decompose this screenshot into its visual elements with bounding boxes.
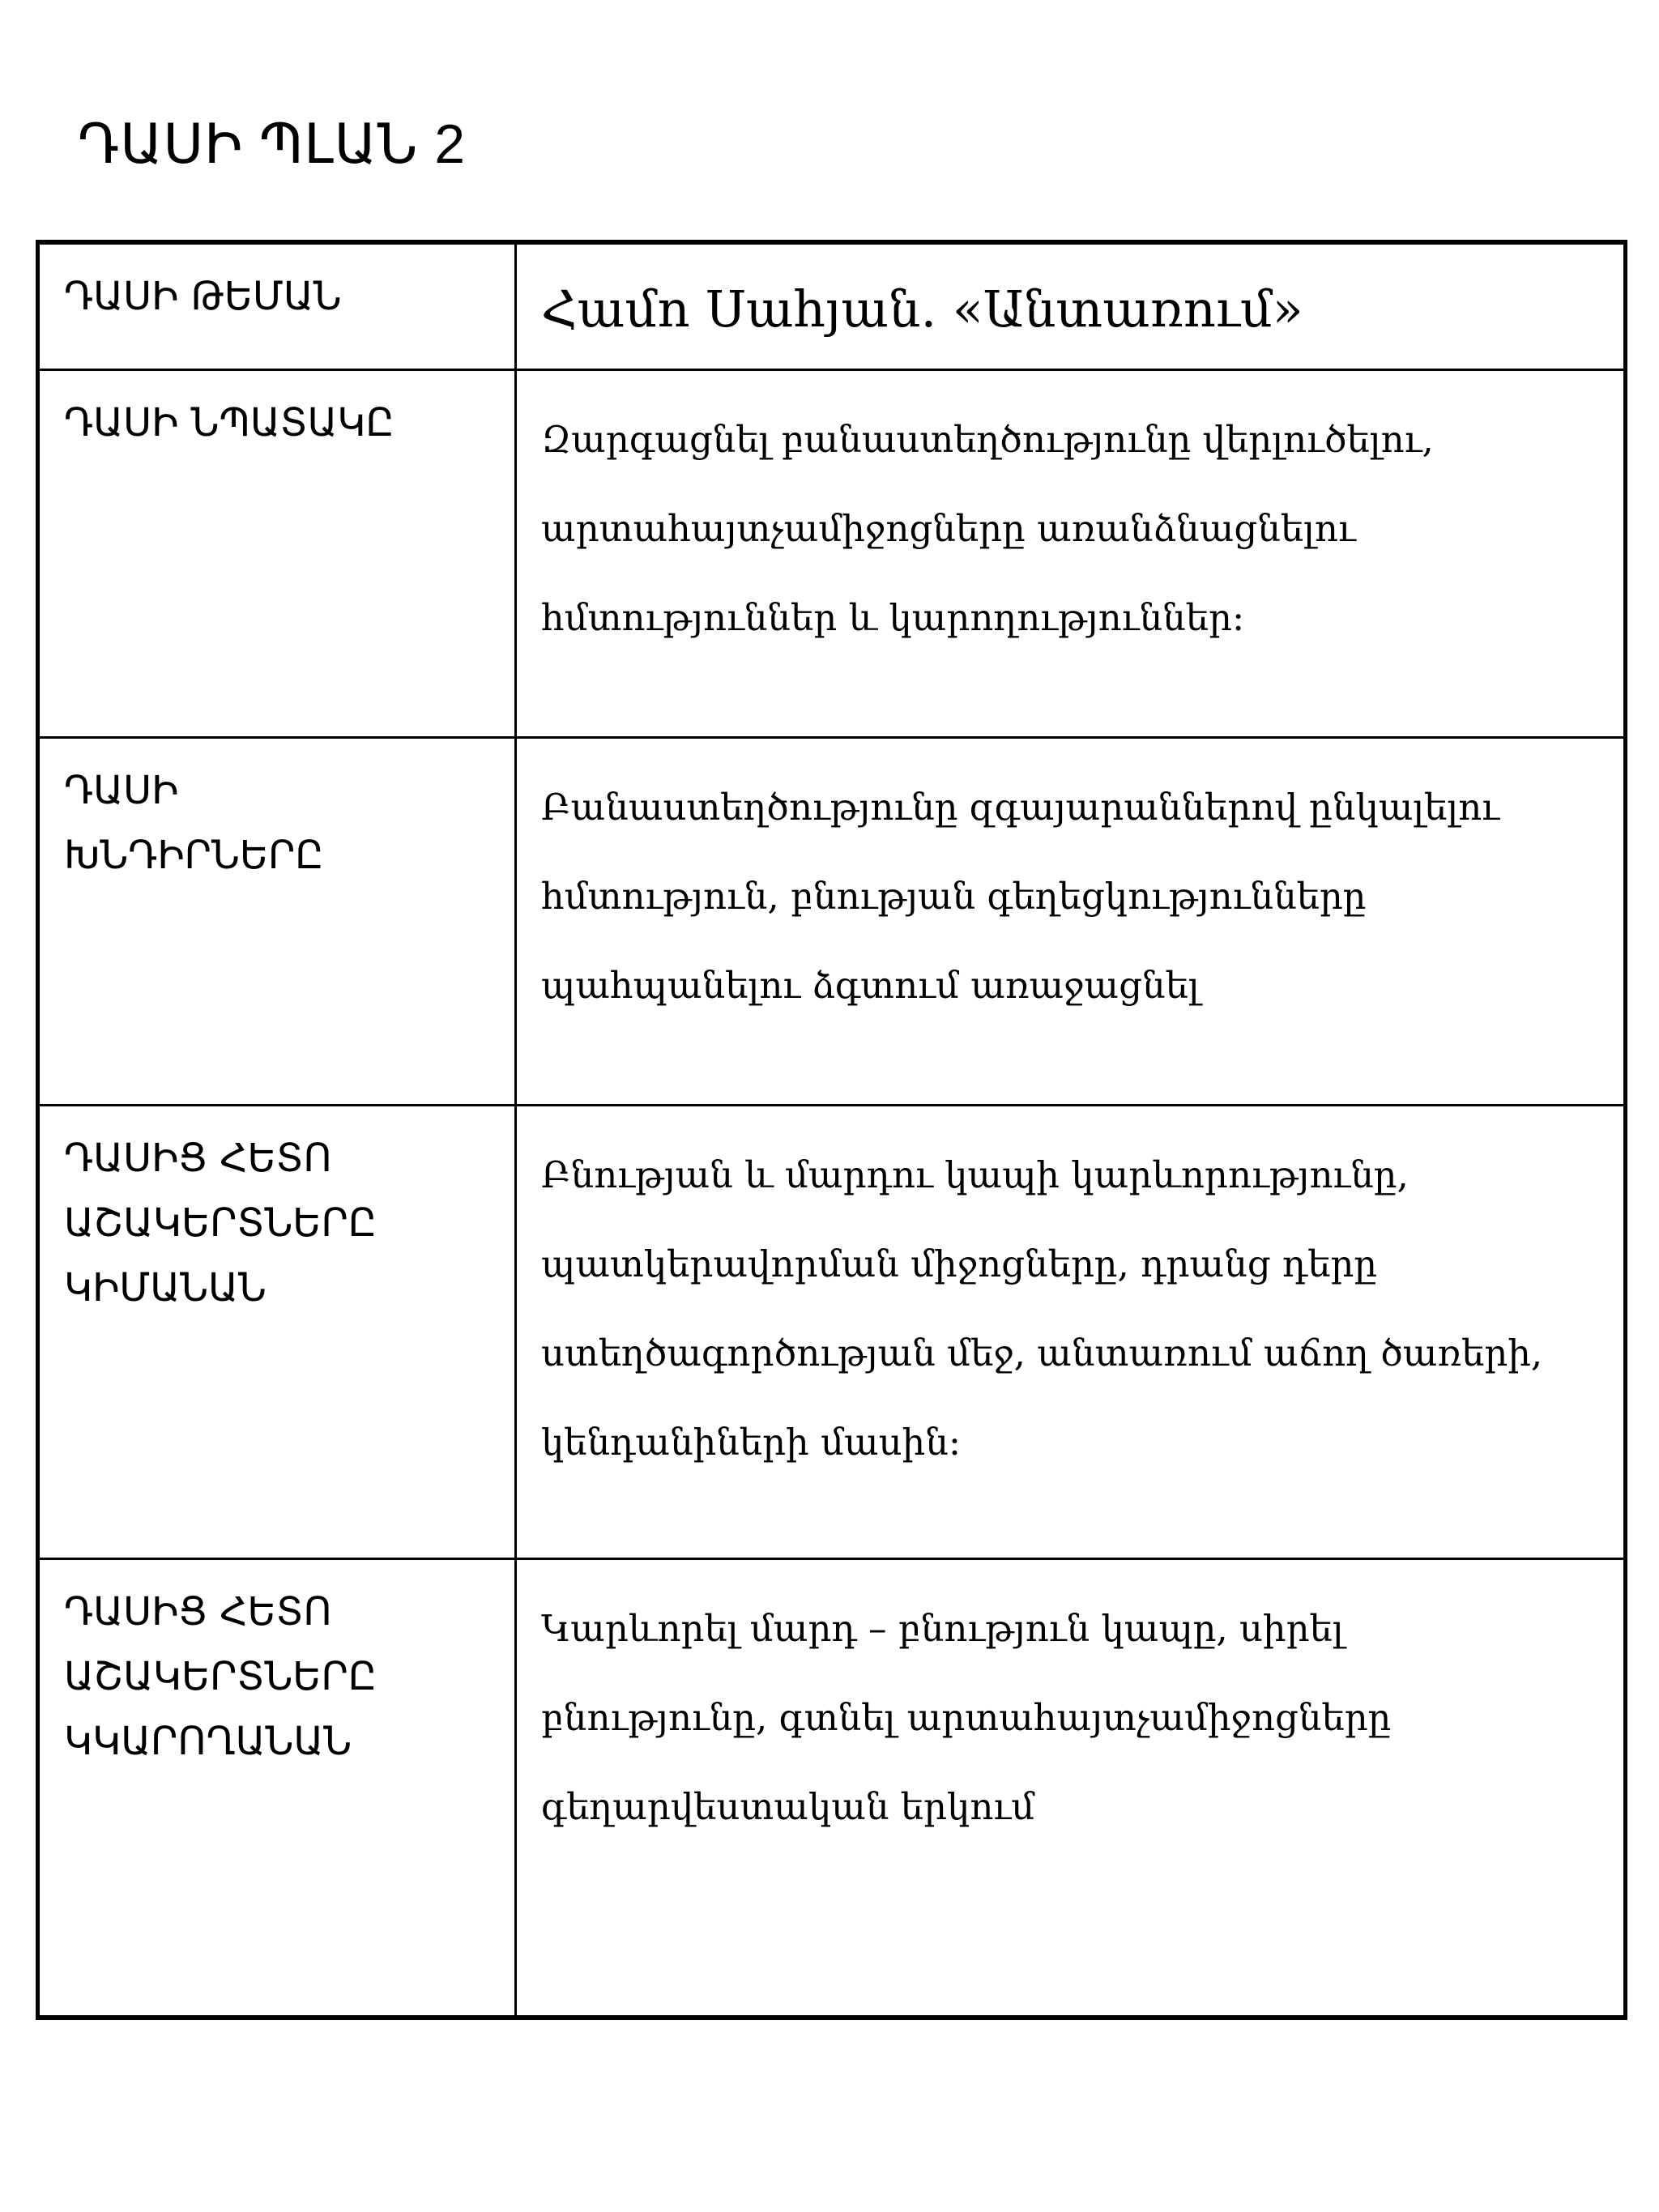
row-label-line: ԴԱՍԻՑ ՀԵՏՈ bbox=[64, 1588, 332, 1634]
table-row-knowledge bbox=[38, 1105, 1626, 1558]
page-title: ԴԱՍԻ ՊԼԱՆ 2 bbox=[78, 113, 467, 175]
table-row-skills bbox=[38, 1558, 1626, 2018]
content-line: հմտություն, բնության գեղեցկությունները bbox=[541, 874, 1367, 918]
table-row-tasks bbox=[38, 737, 1626, 1105]
content-line: պատկերավորման միջոցները, դրանց դերը bbox=[541, 1242, 1378, 1285]
lesson-tasks bbox=[516, 737, 1626, 1105]
lesson-plan-table bbox=[36, 240, 1627, 2020]
content-line: բնությունը, գտնել արտահայտչամիջոցները bbox=[541, 1695, 1392, 1739]
content-line: գեղարվեստական երկում bbox=[541, 1784, 1035, 1828]
row-label bbox=[38, 1558, 516, 2018]
content-line: պահպանելու ձգտում առաջացնել bbox=[541, 963, 1200, 1007]
expected-knowledge bbox=[516, 1105, 1626, 1558]
row-label-line: ԿԻՄԱՆԱՆ bbox=[64, 1264, 267, 1311]
content-line: Զարգացնել բանաստեղծությունը վերլուծելու, bbox=[541, 417, 1434, 461]
content-line: արտահայտչամիջոցները առանձնացնելու bbox=[541, 506, 1356, 550]
row-label-line: ԱՇԱԿԵՐՏՆԵՐԸ bbox=[64, 1653, 377, 1699]
expected-skills bbox=[516, 1558, 1626, 2018]
content-line: կենդանիների մասին: bbox=[541, 1420, 961, 1464]
row-label bbox=[38, 1105, 516, 1558]
content-line: Կարևորել մարդ – բնություն կապը, սիրել bbox=[541, 1606, 1344, 1650]
lesson-topic bbox=[516, 242, 1626, 369]
content-line: Բանաստեղծությունը զգայարաններով ընկալելու bbox=[541, 785, 1500, 829]
row-label: ԴԱՍԻ ԹԵՄԱՆ bbox=[38, 242, 516, 369]
topic-text: Համո Սահյան. «Անտառում» bbox=[541, 279, 1303, 339]
row-label-line: ԽՆԴԻՐՆԵՐԸ bbox=[64, 832, 324, 878]
row-label-line: ԿԿԱՐՈՂԱՆԱՆ bbox=[64, 1718, 352, 1764]
table-row-topic bbox=[38, 242, 1626, 369]
row-label-line: ԴԱՍԻ bbox=[64, 767, 179, 813]
content-line: Բնության և մարդու կապի կարևորությունը, bbox=[541, 1153, 1409, 1196]
table-row-goal bbox=[38, 369, 1626, 737]
row-label-line: ԴԱՍԻՑ ՀԵՏՈ bbox=[64, 1135, 332, 1181]
content-line: հմտություններ և կարողություններ: bbox=[541, 595, 1245, 639]
lesson-goal bbox=[516, 369, 1626, 737]
row-label-line: ԱՇԱԿԵՐՏՆԵՐԸ bbox=[64, 1200, 377, 1246]
row-label bbox=[38, 737, 516, 1105]
content-line: ստեղծագործության մեջ, անտառում աճող ծառերի, bbox=[541, 1331, 1543, 1375]
row-label: ԴԱՍԻ ՆՊԱՏԱԿԸ bbox=[38, 369, 516, 737]
